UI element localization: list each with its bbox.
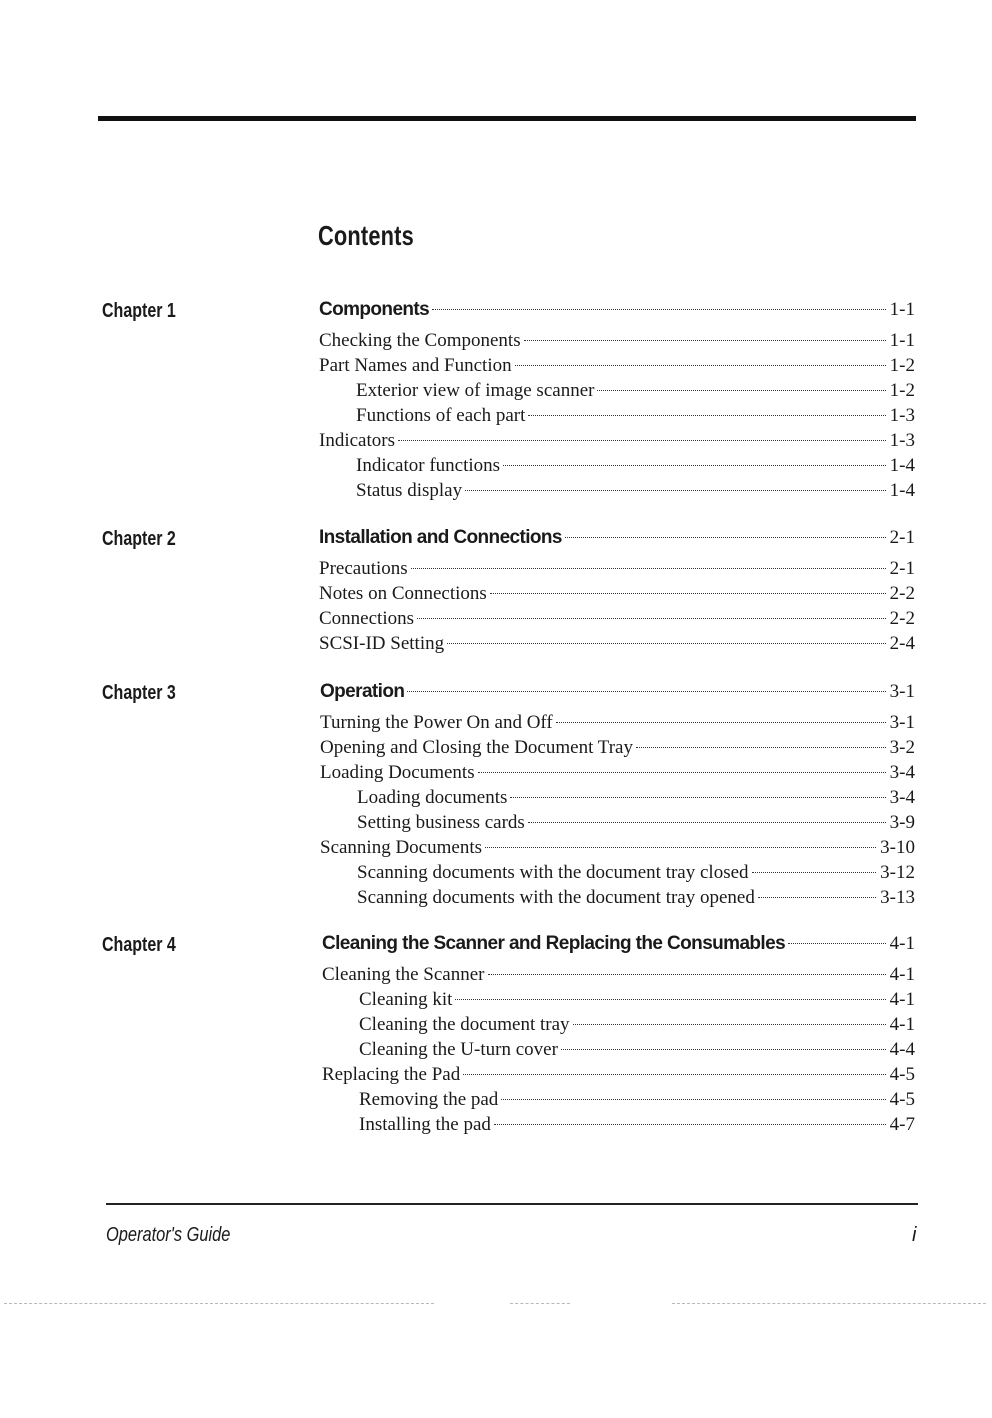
chapter-label: Chapter 3 (102, 682, 176, 704)
toc-entry-title: Checking the Components (319, 330, 521, 351)
scan-artifact (672, 1303, 986, 1304)
dot-leader (565, 537, 886, 538)
dot-leader (478, 772, 886, 773)
toc-chapter-4 (322, 931, 915, 1137)
toc-entry-title: Removing the pad (359, 1089, 499, 1110)
toc-row[interactable] (322, 1087, 915, 1112)
dot-leader (597, 390, 885, 391)
dot-leader (501, 1099, 885, 1100)
toc-page-number: 3-13 (880, 887, 915, 908)
chapter-label: Chapter 2 (102, 528, 176, 550)
toc-row[interactable] (320, 835, 915, 860)
toc-row[interactable] (319, 403, 915, 428)
toc-entry-title: SCSI-ID Setting (319, 633, 445, 654)
toc-entry-title: Cleaning the U-turn cover (359, 1039, 558, 1060)
toc-page-number: 2-2 (889, 608, 915, 629)
toc-page-number: 1-1 (889, 299, 915, 320)
toc-page-number: 3-4 (889, 787, 915, 808)
footer-title: Operator's Guide (106, 1224, 231, 1246)
toc-row[interactable] (322, 1112, 915, 1137)
toc-row[interactable] (319, 478, 915, 503)
toc-entry-title: Indicator functions (356, 455, 501, 476)
toc-entry-title: Cleaning the document tray (359, 1014, 570, 1035)
toc-row[interactable] (319, 631, 915, 656)
toc-entry-title: Replacing the Pad (322, 1064, 461, 1085)
toc-page-number: 2-2 (889, 583, 915, 604)
toc-entry-title: Part Names and Function (319, 355, 512, 376)
toc-entry-title: Components (319, 299, 430, 320)
toc-page-number: 4-4 (889, 1039, 915, 1060)
toc-page-number: 4-7 (889, 1114, 915, 1135)
toc-page-number: 2-4 (889, 633, 915, 654)
page-title: Contents (318, 220, 414, 251)
toc-entry-title: Indicators (319, 430, 395, 451)
toc-page-number: 4-5 (889, 1089, 915, 1110)
dot-leader (417, 618, 886, 619)
toc-page-number: 4-1 (889, 989, 915, 1010)
toc-entry-title: Scanning documents with the document tray opened (357, 887, 755, 908)
dot-leader (447, 643, 886, 644)
toc-row[interactable] (320, 785, 915, 810)
toc-entry-title: Loading Documents (320, 762, 475, 783)
toc-row[interactable] (320, 885, 915, 910)
toc-chapter-3 (320, 679, 915, 910)
scan-artifact (510, 1303, 570, 1304)
scan-artifact (4, 1303, 434, 1304)
toc-entry-title: Operation (320, 681, 405, 702)
dot-leader (398, 440, 886, 441)
toc-row[interactable] (320, 810, 915, 835)
toc-row[interactable] (319, 581, 915, 606)
toc-chapter-2 (319, 525, 915, 656)
toc-heading-row[interactable] (320, 679, 915, 709)
toc-page-number: 1-4 (889, 480, 915, 501)
toc-heading-row[interactable] (319, 525, 915, 555)
toc-page-number: 2-1 (889, 558, 915, 579)
dot-leader (411, 568, 886, 569)
dot-leader (515, 365, 886, 366)
dot-leader (636, 747, 886, 748)
toc-entry-title: Loading documents (357, 787, 508, 808)
toc-entry-title: Cleaning kit (359, 989, 453, 1010)
dot-leader (524, 340, 886, 341)
toc-page-number: 3-9 (889, 812, 915, 833)
dot-leader (788, 943, 886, 944)
dot-leader (494, 1124, 886, 1125)
toc-page-number: 1-4 (889, 455, 915, 476)
toc-row[interactable] (320, 760, 915, 785)
dot-leader (503, 465, 886, 466)
toc-page-number: 3-2 (889, 737, 915, 758)
dot-leader (488, 974, 886, 975)
footer-page-number: i (912, 1224, 917, 1246)
toc-row[interactable] (319, 453, 915, 478)
toc-entry-title: Turning the Power On and Off (320, 712, 553, 733)
toc-row[interactable] (322, 962, 915, 987)
dot-leader (510, 797, 885, 798)
dot-leader (561, 1049, 886, 1050)
toc-row[interactable] (319, 328, 915, 353)
toc-entry-title: Precautions (319, 558, 408, 579)
toc-row[interactable] (322, 1037, 915, 1062)
toc-page-number: 4-5 (889, 1064, 915, 1085)
toc-row[interactable] (320, 735, 915, 760)
toc-entry-title: Status display (356, 480, 463, 501)
dot-leader (455, 999, 885, 1000)
toc-page-number: 1-2 (889, 380, 915, 401)
toc-page-number: 4-1 (889, 964, 915, 985)
toc-row[interactable] (319, 556, 915, 581)
toc-page-number: 3-1 (889, 712, 915, 733)
toc-page-number: 4-1 (889, 1014, 915, 1035)
toc-page-number: 3-12 (880, 862, 915, 883)
toc-row[interactable] (322, 1012, 915, 1037)
toc-row[interactable] (322, 987, 915, 1012)
toc-page-number: 1-2 (889, 355, 915, 376)
toc-entry-title: Installing the pad (359, 1114, 491, 1135)
toc-row[interactable] (320, 860, 915, 885)
toc-page-number: 1-1 (889, 330, 915, 351)
dot-leader (556, 722, 886, 723)
dot-leader (528, 822, 886, 823)
toc-page-number: 3-10 (880, 837, 915, 858)
toc-entry-title: Installation and Connections (319, 527, 562, 548)
dot-leader (432, 309, 886, 310)
dot-leader (407, 691, 885, 692)
dot-leader (573, 1024, 886, 1025)
toc-row[interactable] (319, 378, 915, 403)
toc-entry-title: Setting business cards (357, 812, 525, 833)
toc-page-number: 2-1 (889, 527, 915, 548)
toc-page-number: 3-1 (889, 681, 915, 702)
toc-page-number: 1-3 (889, 430, 915, 451)
toc-page-number: 3-4 (889, 762, 915, 783)
toc-row[interactable] (322, 1062, 915, 1087)
toc-entry-title: Opening and Closing the Document Tray (320, 737, 633, 758)
top-rule (98, 116, 916, 121)
dot-leader (758, 897, 876, 898)
toc-entry-title: Cleaning the Scanner and Replacing the Consumables (322, 933, 786, 954)
toc-entry-title: Functions of each part (356, 405, 526, 426)
toc-row[interactable] (319, 428, 915, 453)
toc-entry-title: Connections (319, 608, 414, 629)
toc-entry-title: Cleaning the Scanner (322, 964, 485, 985)
toc-entry-title: Notes on Connections (319, 583, 487, 604)
dot-leader (465, 490, 886, 491)
dot-leader (463, 1074, 885, 1075)
toc-heading-row[interactable] (322, 931, 915, 961)
dot-leader (528, 415, 885, 416)
toc-row[interactable] (319, 606, 915, 631)
toc-row[interactable] (320, 710, 915, 735)
dot-leader (490, 593, 886, 594)
toc-heading-row[interactable] (319, 297, 915, 327)
toc-entry-title: Scanning Documents (320, 837, 483, 858)
toc-page-number: 4-1 (889, 933, 915, 954)
dot-leader (752, 872, 877, 873)
toc-entry-title: Exterior view of image scanner (356, 380, 595, 401)
chapter-label: Chapter 1 (102, 300, 176, 322)
toc-row[interactable] (319, 353, 915, 378)
toc-page-number: 1-3 (889, 405, 915, 426)
chapter-label: Chapter 4 (102, 934, 176, 956)
toc-entry-title: Scanning documents with the document tray closed (357, 862, 749, 883)
dot-leader (485, 847, 876, 848)
footer-rule (106, 1203, 918, 1205)
toc-chapter-1 (319, 297, 915, 503)
